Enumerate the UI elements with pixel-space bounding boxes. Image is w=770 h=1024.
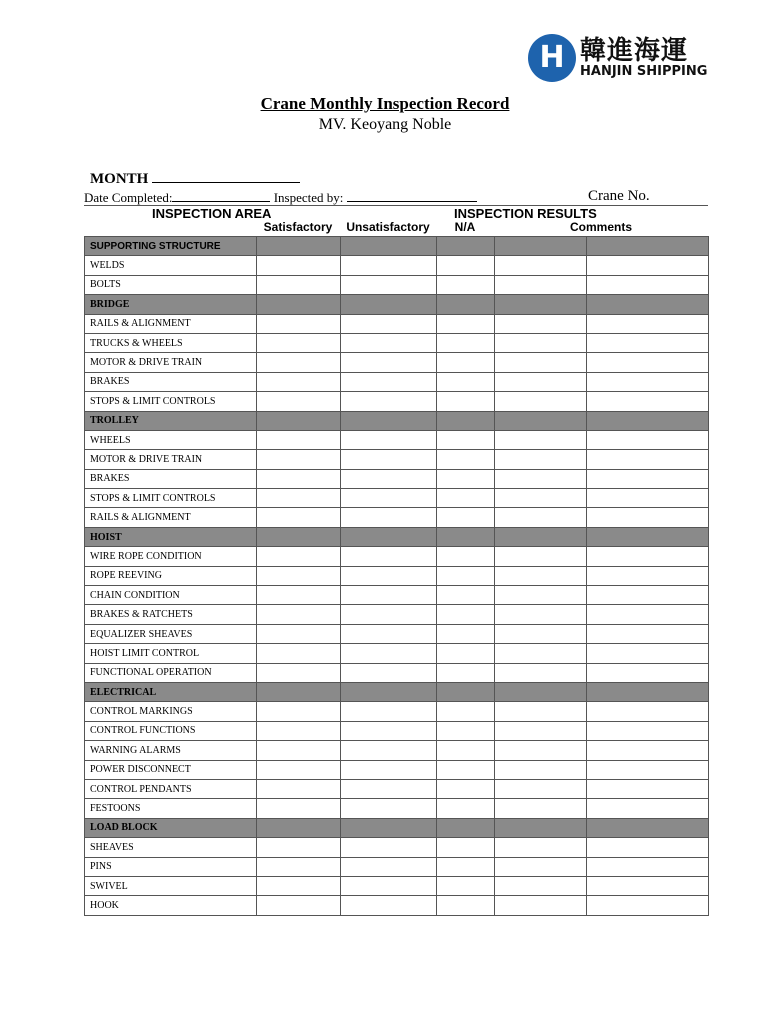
comments-cell-extra[interactable] — [587, 469, 709, 488]
na-cell — [437, 527, 495, 546]
comments-cell-extra[interactable] — [587, 779, 709, 798]
item-label: CONTROL PENDANTS — [85, 779, 257, 798]
comments-cell-extra[interactable] — [587, 508, 709, 527]
unsatisfactory-cell[interactable] — [341, 838, 437, 857]
comments-cell[interactable] — [495, 256, 587, 275]
satisfactory-cell — [257, 411, 341, 430]
comments-cell — [495, 295, 587, 314]
unsatisfactory-cell[interactable] — [341, 586, 437, 605]
table-row — [85, 469, 709, 488]
table-row — [85, 275, 709, 294]
date-completed-label: Date Completed: — [84, 190, 173, 205]
comments-cell[interactable] — [495, 857, 587, 876]
table-row — [85, 353, 709, 372]
inspected-by-blank[interactable] — [347, 190, 477, 202]
section-label: BRIDGE — [85, 295, 257, 314]
unsatisfactory-cell — [341, 411, 437, 430]
comments-cell-extra — [587, 527, 709, 546]
comments-cell-extra — [587, 411, 709, 430]
table-row — [85, 838, 709, 857]
comments-cell[interactable] — [495, 624, 587, 643]
unsatisfactory-cell[interactable] — [341, 372, 437, 391]
unsatisfactory-cell[interactable] — [341, 857, 437, 876]
comments-cell-extra — [587, 818, 709, 837]
na-cell[interactable] — [437, 275, 495, 294]
comments-cell-extra[interactable] — [587, 876, 709, 895]
unsatisfactory-cell[interactable] — [341, 489, 437, 508]
comments-cell[interactable] — [495, 721, 587, 740]
comments-cell[interactable] — [495, 876, 587, 895]
na-cell[interactable] — [437, 508, 495, 527]
unsatisfactory-cell[interactable] — [341, 275, 437, 294]
date-inspector-row — [84, 190, 477, 206]
table-row — [85, 508, 709, 527]
satisfactory-cell[interactable] — [257, 605, 341, 624]
comments-cell-extra[interactable] — [587, 644, 709, 663]
satisfactory-cell — [257, 237, 341, 256]
section-row — [85, 295, 709, 314]
comments-cell-extra[interactable] — [587, 605, 709, 624]
na-cell[interactable] — [437, 799, 495, 818]
unsatisfactory-cell — [341, 682, 437, 701]
satisfactory-cell[interactable] — [257, 838, 341, 857]
satisfactory-cell — [257, 295, 341, 314]
item-label: BRAKES — [85, 469, 257, 488]
table-row — [85, 663, 709, 682]
na-cell[interactable] — [437, 353, 495, 372]
na-cell — [437, 818, 495, 837]
column-na: N/A — [454, 220, 476, 234]
comments-cell-extra[interactable] — [587, 430, 709, 449]
item-label: STOPS & LIMIT CONTROLS — [85, 392, 257, 411]
na-cell[interactable] — [437, 896, 495, 915]
comments-cell-extra[interactable] — [587, 624, 709, 643]
comments-cell[interactable] — [495, 430, 587, 449]
na-cell[interactable] — [437, 392, 495, 411]
unsatisfactory-cell[interactable] — [341, 314, 437, 333]
comments-cell-extra[interactable] — [587, 450, 709, 469]
na-cell[interactable] — [437, 876, 495, 895]
satisfactory-cell[interactable] — [257, 430, 341, 449]
unsatisfactory-cell[interactable] — [341, 333, 437, 352]
comments-cell[interactable] — [495, 779, 587, 798]
date-completed-blank[interactable] — [172, 190, 270, 202]
satisfactory-cell[interactable] — [257, 663, 341, 682]
table-row — [85, 489, 709, 508]
unsatisfactory-cell[interactable] — [341, 799, 437, 818]
unsatisfactory-cell[interactable] — [341, 353, 437, 372]
na-cell[interactable] — [437, 605, 495, 624]
table-row — [85, 547, 709, 566]
table-row — [85, 256, 709, 275]
item-label: RAILS & ALIGNMENT — [85, 314, 257, 333]
satisfactory-cell[interactable] — [257, 353, 341, 372]
comments-cell-extra[interactable] — [587, 353, 709, 372]
na-cell[interactable] — [437, 489, 495, 508]
comments-cell-extra[interactable] — [587, 702, 709, 721]
table-row — [85, 333, 709, 352]
unsatisfactory-cell — [341, 237, 437, 256]
satisfactory-cell[interactable] — [257, 547, 341, 566]
unsatisfactory-cell — [341, 295, 437, 314]
unsatisfactory-cell[interactable] — [341, 605, 437, 624]
na-cell[interactable] — [437, 450, 495, 469]
section-row — [85, 527, 709, 546]
table-row — [85, 450, 709, 469]
inspected-by-label: Inspected by: — [273, 190, 344, 205]
item-label: WARNING ALARMS — [85, 741, 257, 760]
na-cell — [437, 682, 495, 701]
table-row — [85, 876, 709, 895]
na-cell[interactable] — [437, 663, 495, 682]
unsatisfactory-cell[interactable] — [341, 741, 437, 760]
item-label: HOOK — [85, 896, 257, 915]
unsatisfactory-cell[interactable] — [341, 663, 437, 682]
na-cell — [437, 295, 495, 314]
comments-cell-extra[interactable] — [587, 392, 709, 411]
comments-cell-extra[interactable] — [587, 547, 709, 566]
na-cell[interactable] — [437, 779, 495, 798]
comments-cell[interactable] — [495, 663, 587, 682]
inspection-table — [84, 236, 709, 916]
table-row — [85, 605, 709, 624]
unsatisfactory-cell[interactable] — [341, 896, 437, 915]
unsatisfactory-cell[interactable] — [341, 702, 437, 721]
satisfactory-cell[interactable] — [257, 586, 341, 605]
comments-cell-extra[interactable] — [587, 372, 709, 391]
inspection-results-header: INSPECTION RESULTS — [454, 206, 597, 221]
unsatisfactory-cell[interactable] — [341, 644, 437, 663]
unsatisfactory-cell[interactable] — [341, 624, 437, 643]
na-cell[interactable] — [437, 256, 495, 275]
table-row — [85, 566, 709, 585]
comments-cell[interactable] — [495, 644, 587, 663]
hanjin-logo-name: HANJIN SHIPPING — [580, 64, 708, 79]
comments-cell[interactable] — [495, 333, 587, 352]
comments-cell-extra[interactable] — [587, 489, 709, 508]
hanjin-logo — [528, 30, 718, 86]
satisfactory-cell[interactable] — [257, 469, 341, 488]
satisfactory-cell[interactable] — [257, 275, 341, 294]
unsatisfactory-cell[interactable] — [341, 721, 437, 740]
satisfactory-cell[interactable] — [257, 702, 341, 721]
unsatisfactory-cell[interactable] — [341, 469, 437, 488]
item-label: CONTROL MARKINGS — [85, 702, 257, 721]
crane-number-label: Crane No. — [588, 188, 650, 204]
satisfactory-cell[interactable] — [257, 624, 341, 643]
unsatisfactory-cell[interactable] — [341, 430, 437, 449]
na-cell[interactable] — [437, 469, 495, 488]
comments-cell-extra[interactable] — [587, 721, 709, 740]
hanjin-logo-cjk: 韓進海運 — [580, 36, 689, 66]
unsatisfactory-cell[interactable] — [341, 779, 437, 798]
satisfactory-cell — [257, 527, 341, 546]
satisfactory-cell[interactable] — [257, 256, 341, 275]
na-cell[interactable] — [437, 372, 495, 391]
comments-cell[interactable] — [495, 702, 587, 721]
comments-cell[interactable] — [495, 605, 587, 624]
comments-cell-extra[interactable] — [587, 333, 709, 352]
table-row — [85, 760, 709, 779]
satisfactory-cell[interactable] — [257, 721, 341, 740]
unsatisfactory-cell[interactable] — [341, 508, 437, 527]
unsatisfactory-cell[interactable] — [341, 547, 437, 566]
unsatisfactory-cell — [341, 527, 437, 546]
table-row — [85, 314, 709, 333]
na-cell[interactable] — [437, 838, 495, 857]
table-row — [85, 392, 709, 411]
item-label: SHEAVES — [85, 838, 257, 857]
comments-cell-extra[interactable] — [587, 896, 709, 915]
satisfactory-cell[interactable] — [257, 489, 341, 508]
na-cell[interactable] — [437, 857, 495, 876]
na-cell[interactable] — [437, 644, 495, 663]
comments-cell[interactable] — [495, 838, 587, 857]
table-row — [85, 721, 709, 740]
na-cell[interactable] — [437, 566, 495, 585]
section-label: TROLLEY — [85, 411, 257, 430]
comments-cell — [495, 682, 587, 701]
na-cell[interactable] — [437, 430, 495, 449]
satisfactory-cell[interactable] — [257, 857, 341, 876]
comments-cell[interactable] — [495, 469, 587, 488]
section-row — [85, 682, 709, 701]
satisfactory-cell[interactable] — [257, 392, 341, 411]
comments-cell[interactable] — [495, 586, 587, 605]
item-label: ROPE REEVING — [85, 566, 257, 585]
comments-cell-extra[interactable] — [587, 799, 709, 818]
na-cell — [437, 237, 495, 256]
unsatisfactory-cell[interactable] — [341, 566, 437, 585]
na-cell[interactable] — [437, 314, 495, 333]
column-satisfactory: Satisfactory — [263, 220, 333, 234]
item-label: TRUCKS & WHEELS — [85, 333, 257, 352]
comments-cell-extra[interactable] — [587, 760, 709, 779]
na-cell[interactable] — [437, 586, 495, 605]
comments-cell-extra[interactable] — [587, 838, 709, 857]
satisfactory-cell[interactable] — [257, 741, 341, 760]
table-row — [85, 896, 709, 915]
na-cell[interactable] — [437, 741, 495, 760]
satisfactory-cell[interactable] — [257, 450, 341, 469]
na-cell[interactable] — [437, 760, 495, 779]
unsatisfactory-cell[interactable] — [341, 256, 437, 275]
hanjin-logo-mark: H — [528, 34, 576, 82]
table-row — [85, 624, 709, 643]
comments-cell[interactable] — [495, 489, 587, 508]
na-cell[interactable] — [437, 702, 495, 721]
comments-cell-extra[interactable] — [587, 663, 709, 682]
comments-cell — [495, 818, 587, 837]
satisfactory-cell[interactable] — [257, 314, 341, 333]
satisfactory-cell — [257, 818, 341, 837]
item-label: WHEELS — [85, 430, 257, 449]
item-label: STOPS & LIMIT CONTROLS — [85, 489, 257, 508]
item-label: HOIST LIMIT CONTROL — [85, 644, 257, 663]
vessel-name: MV. Keoyang Noble — [318, 116, 452, 133]
item-label: RAILS & ALIGNMENT — [85, 508, 257, 527]
table-row — [85, 857, 709, 876]
na-cell[interactable] — [437, 721, 495, 740]
satisfactory-cell[interactable] — [257, 333, 341, 352]
comments-cell-extra[interactable] — [587, 275, 709, 294]
table-row — [85, 372, 709, 391]
table-row — [85, 430, 709, 449]
item-label: WELDS — [85, 256, 257, 275]
comments-cell-extra[interactable] — [587, 857, 709, 876]
comments-cell[interactable] — [495, 275, 587, 294]
na-cell — [437, 411, 495, 430]
comments-cell[interactable] — [495, 741, 587, 760]
document-title: Crane Monthly Inspection Record — [260, 94, 510, 113]
comments-cell-extra — [587, 237, 709, 256]
comments-cell[interactable] — [495, 372, 587, 391]
unsatisfactory-cell — [341, 818, 437, 837]
satisfactory-cell[interactable] — [257, 779, 341, 798]
satisfactory-cell[interactable] — [257, 799, 341, 818]
section-row — [85, 818, 709, 837]
comments-cell[interactable] — [495, 508, 587, 527]
section-label: SUPPORTING STRUCTURE — [85, 237, 257, 256]
item-label: PINS — [85, 857, 257, 876]
comments-cell[interactable] — [495, 799, 587, 818]
satisfactory-cell[interactable] — [257, 896, 341, 915]
comments-cell[interactable] — [495, 547, 587, 566]
satisfactory-cell — [257, 682, 341, 701]
item-label: BRAKES — [85, 372, 257, 391]
na-cell[interactable] — [437, 333, 495, 352]
section-row — [85, 411, 709, 430]
satisfactory-cell[interactable] — [257, 644, 341, 663]
item-label: POWER DISCONNECT — [85, 760, 257, 779]
satisfactory-cell[interactable] — [257, 876, 341, 895]
item-label: FESTOONS — [85, 799, 257, 818]
table-row — [85, 644, 709, 663]
comments-cell[interactable] — [495, 566, 587, 585]
item-label: BOLTS — [85, 275, 257, 294]
item-label: MOTOR & DRIVE TRAIN — [85, 353, 257, 372]
table-row — [85, 702, 709, 721]
table-row — [85, 799, 709, 818]
comments-cell-extra[interactable] — [587, 586, 709, 605]
comments-cell — [495, 411, 587, 430]
comments-cell[interactable] — [495, 392, 587, 411]
item-label: MOTOR & DRIVE TRAIN — [85, 450, 257, 469]
unsatisfactory-cell[interactable] — [341, 450, 437, 469]
comments-cell-extra[interactable] — [587, 566, 709, 585]
na-cell[interactable] — [437, 624, 495, 643]
month-blank[interactable] — [152, 170, 300, 183]
table-row — [85, 741, 709, 760]
item-label: SWIVEL — [85, 876, 257, 895]
section-label: HOIST — [85, 527, 257, 546]
unsatisfactory-cell[interactable] — [341, 876, 437, 895]
comments-cell[interactable] — [495, 896, 587, 915]
comments-cell-extra — [587, 295, 709, 314]
comments-cell[interactable] — [495, 450, 587, 469]
item-label: FUNCTIONAL OPERATION — [85, 663, 257, 682]
comments-cell[interactable] — [495, 353, 587, 372]
column-comments: Comments — [569, 220, 632, 234]
comments-cell-extra[interactable] — [587, 314, 709, 333]
comments-cell[interactable] — [495, 314, 587, 333]
comments-cell-extra[interactable] — [587, 256, 709, 275]
unsatisfactory-cell[interactable] — [341, 760, 437, 779]
na-cell[interactable] — [437, 547, 495, 566]
comments-cell — [495, 527, 587, 546]
comments-cell-extra — [587, 682, 709, 701]
month-label: MONTH — [90, 171, 149, 187]
unsatisfactory-cell[interactable] — [341, 392, 437, 411]
section-row — [85, 237, 709, 256]
satisfactory-cell[interactable] — [257, 508, 341, 527]
section-label: ELECTRICAL — [85, 682, 257, 701]
table-row — [85, 779, 709, 798]
table-row — [85, 586, 709, 605]
item-label: WIRE ROPE CONDITION — [85, 547, 257, 566]
month-field — [90, 170, 300, 188]
inspection-area-header: INSPECTION AREA — [152, 206, 272, 221]
item-label: EQUALIZER SHEAVES — [85, 624, 257, 643]
item-label: CHAIN CONDITION — [85, 586, 257, 605]
item-label: BRAKES & RATCHETS — [85, 605, 257, 624]
comments-cell-extra[interactable] — [587, 741, 709, 760]
satisfactory-cell[interactable] — [257, 760, 341, 779]
satisfactory-cell[interactable] — [257, 372, 341, 391]
comments-cell[interactable] — [495, 760, 587, 779]
section-label: LOAD BLOCK — [85, 818, 257, 837]
item-label: CONTROL FUNCTIONS — [85, 721, 257, 740]
satisfactory-cell[interactable] — [257, 566, 341, 585]
comments-cell — [495, 237, 587, 256]
column-unsatisfactory: Unsatisfactory — [346, 220, 430, 234]
